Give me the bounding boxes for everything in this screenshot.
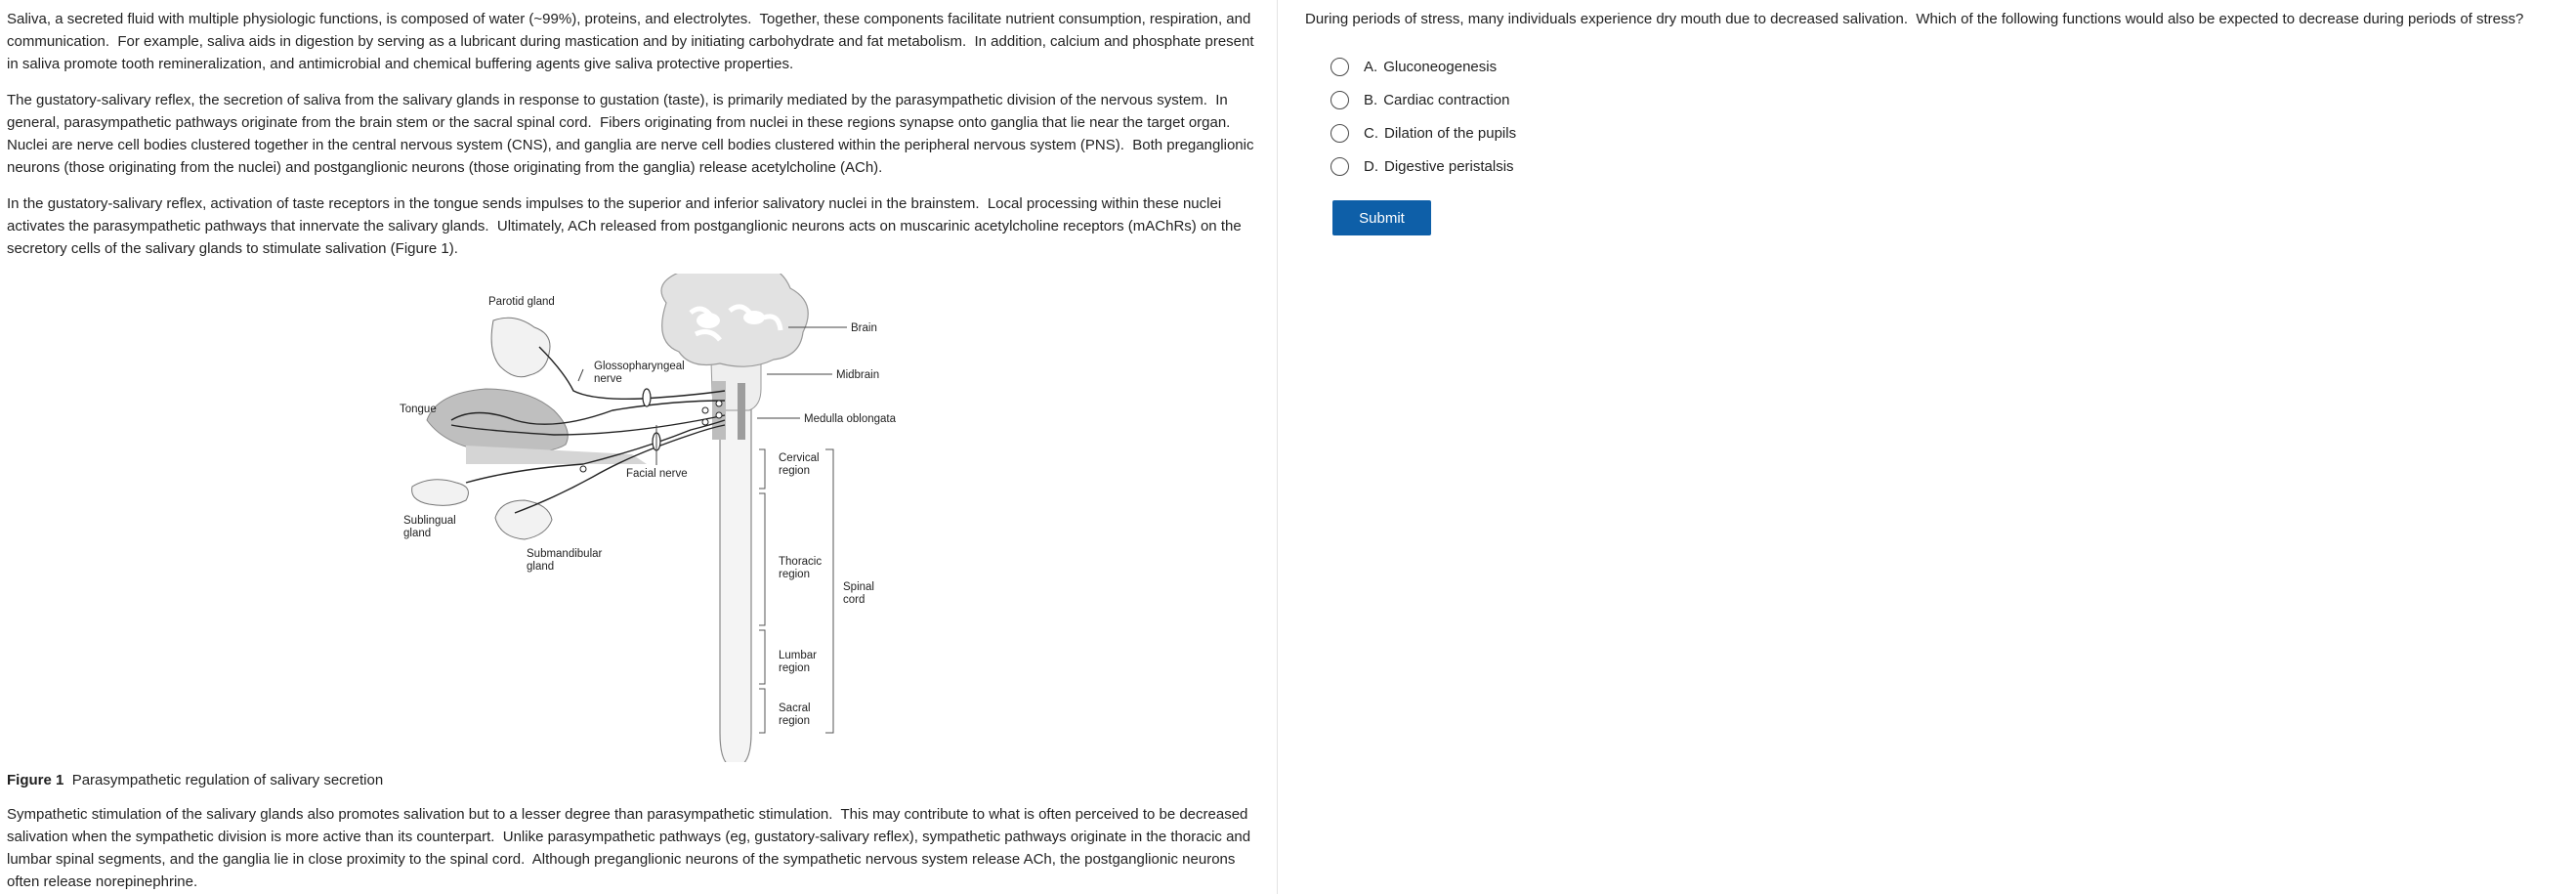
choice-d-text: Digestive peristalsis bbox=[1384, 157, 1514, 175]
figure-caption-number: Figure 1 bbox=[7, 772, 64, 788]
figure-1 bbox=[7, 274, 1257, 762]
thoracic-bracket bbox=[759, 493, 765, 625]
choice-b-text: Cardiac contraction bbox=[1383, 91, 1510, 108]
choice-c[interactable] bbox=[1330, 116, 2565, 149]
label-facial-nerve: Facial nerve bbox=[626, 468, 688, 480]
submit-button[interactable]: Submit bbox=[1332, 200, 1431, 235]
figure-caption-text: Parasympathetic regulation of salivary secretion bbox=[71, 772, 384, 788]
choice-c-text: Dilation of the pupils bbox=[1384, 124, 1517, 142]
nucleus-column-right bbox=[738, 383, 745, 440]
choice-a[interactable] bbox=[1330, 50, 2565, 83]
label-brain: Brain bbox=[851, 322, 877, 334]
otic-ganglion bbox=[643, 389, 651, 406]
label-sublingual-gland: Sublingual gland bbox=[403, 515, 456, 539]
label-medulla-oblongata: Medulla oblongata bbox=[804, 413, 896, 425]
label-midbrain: Midbrain bbox=[836, 369, 880, 381]
parasympathetic-diagram bbox=[7, 274, 1257, 762]
cervical-bracket bbox=[759, 449, 765, 489]
label-spinal-cord: Spinal cord bbox=[843, 581, 874, 606]
salivatory-nucleus-marker-1 bbox=[702, 407, 708, 413]
choice-c-letter: C. bbox=[1364, 124, 1378, 142]
tongue-shape bbox=[427, 389, 568, 453]
label-sacral-region: Sacral region bbox=[779, 702, 811, 727]
label-glossopharyngeal-nerve: Glossopharyngeal nerve bbox=[594, 361, 685, 385]
brain-highlight-right bbox=[743, 311, 765, 324]
salivatory-nucleus-marker-3 bbox=[716, 401, 722, 406]
passage-panel bbox=[0, 0, 1278, 894]
answer-choices bbox=[1330, 50, 2565, 183]
choice-b[interactable] bbox=[1330, 83, 2565, 116]
choice-c-radio[interactable] bbox=[1330, 124, 1349, 143]
salivatory-nucleus-marker-4 bbox=[716, 412, 722, 418]
nucleus-column-left bbox=[712, 381, 726, 440]
choice-d-letter: D. bbox=[1364, 157, 1378, 175]
salivatory-nucleus-marker-2 bbox=[702, 419, 708, 425]
brain-highlight-left bbox=[697, 313, 720, 328]
spinal-cord-bracket bbox=[825, 449, 833, 733]
passage-paragraph-3: In the gustatory-salivary reflex, activation of taste receptors in the tongue sends impulses to the superior and inferior salivatory nuclei in the brainstem. Local processing within these nuclei activates the parasympathetic pathways that innervate the salivary glands. Ultimately, ACh released from postganglionic neurons acts on muscarinic acetylcholine receptors (mAChRs) on the secretory cells of the salivary glands to stimulate salivation (Figure 1). bbox=[7, 195, 1246, 257]
submandibular-gland-shape bbox=[495, 500, 552, 539]
label-tongue: Tongue bbox=[400, 404, 437, 415]
question-stem: During periods of stress, many individuals experience dry mouth due to decreased salivation. Which of the following functions would also be expected to decrease during periods of stress? bbox=[1305, 11, 2524, 27]
sacral-bracket bbox=[759, 689, 765, 733]
question-panel bbox=[1305, 8, 2565, 235]
choice-a-radio[interactable] bbox=[1330, 58, 1349, 76]
label-thoracic-region: Thoracic region bbox=[779, 556, 823, 580]
label-parotid-gland: Parotid gland bbox=[488, 296, 555, 308]
sublingual-gland-shape bbox=[412, 480, 469, 506]
choice-d[interactable] bbox=[1330, 149, 2565, 183]
passage-paragraph-1: Saliva, a secreted fluid with multiple physiologic functions, is composed of water (~99%), proteins, and electrolytes. Together, these components facilitate nutrient consumption, respiration, and communication. For example, saliva aids in digestion by serving as a lubricant during mastication and by initiating carbohydrate and fat metabolism. In addition, calcium and phosphate present in saliva promote tooth remineralization, and antimicrobial and chemical buffering agents give saliva protective properties. bbox=[7, 11, 1258, 72]
label-lumbar-region: Lumbar region bbox=[779, 650, 817, 674]
parotid-gland-shape bbox=[491, 318, 550, 376]
label-submandibular-gland: Submandibular gland bbox=[527, 548, 603, 573]
choice-a-text: Gluconeogenesis bbox=[1383, 58, 1498, 75]
submandibular-ganglion bbox=[580, 466, 586, 472]
choice-d-radio[interactable] bbox=[1330, 157, 1349, 176]
passage-paragraph-2: The gustatory-salivary reflex, the secretion of saliva from the salivary glands in response to gustation (taste), is primarily mediated by the parasympathetic division of the nervous system. In general, parasympathetic pathways originate from the brain stem or the sacral spinal cord. Fibers originating from nuclei in these regions synapse onto ganglia that lie near the target organ. Nuclei are nerve cell bodies clustered together in the central nervous system (CNS), and ganglia are nerve cell bodies clustered within the peripheral nervous system (PNS). Both preganglionic neurons (those originating from the nuclei) and postganglionic neurons (those originating from the ganglia) release acetylcholine (ACh). bbox=[7, 92, 1258, 176]
choice-b-radio[interactable] bbox=[1330, 91, 1349, 109]
brain-shape bbox=[661, 274, 808, 366]
choice-a-letter: A. bbox=[1364, 58, 1378, 75]
figure-caption bbox=[7, 770, 1257, 791]
choice-b-letter: B. bbox=[1364, 91, 1378, 108]
lumbar-bracket bbox=[759, 630, 765, 684]
passage-closing-paragraph: Sympathetic stimulation of the salivary glands also promotes salivation but to a lesser degree than parasympathetic stimulation. This may contribute to what is often perceived to be decreased salivation when the sympathetic division is more active than its counterpart. Unlike parasympathetic pathways (eg, gustatory-salivary reflex), sympathetic pathways originate in the thoracic and lumbar spinal segments, and the ganglia lie in close proximity to the spinal cord. Although preganglionic neurons of the sympathetic nervous system release ACh, the postganglionic neurons often release norepinephrine. bbox=[7, 806, 1255, 890]
glosso-leader bbox=[578, 369, 583, 381]
label-cervical-region: Cervical region bbox=[779, 452, 820, 477]
